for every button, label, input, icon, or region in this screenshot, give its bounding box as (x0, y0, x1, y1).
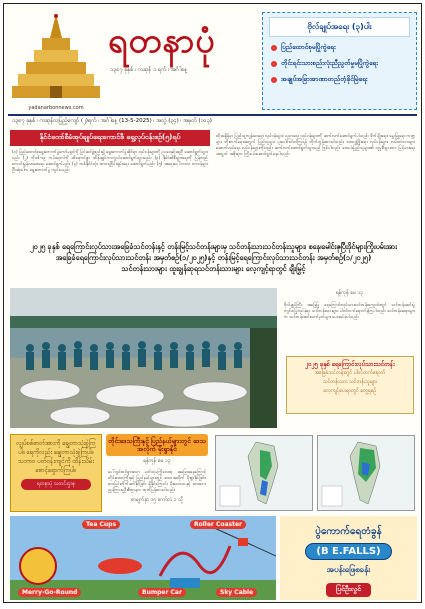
weather-continue: စာမျက်နှာ ၁၅ ကော်လံ ၁ သို့ (130, 497, 184, 503)
left-article (10, 130, 210, 238)
bullet-icon (271, 77, 277, 83)
headline-line: အခြေခံရေကြောင်းလုပ်သားသင်တန်း အမှတ်စဉ်(၁/၂၀၂၅)နှင့် တန်းမြင့်ရေကြောင်းလုပ်သားသင်တန်း အမှတ်စဉ်(၁/၂၀၂၅) (55, 253, 372, 262)
slogan-heading: ဗိုလ်ချုပ်အရေး (၃)ပါး (269, 17, 410, 37)
left-article-body: (၁) ပြည်ထောင်စုရွေးကောက်ပွဲကော်မရှင်ကို ပြင်ဆင်ဖွဲ့စည်း၍ ရွေးကောက်ပွဲဆိုင်ရာ လုပ်ငန်းများကို ဥပဒေနှင့်အညီ ဆောင်ရွက်သွားမည်။ (၂) ကိုဗစ်-၁၉ ကပ်ရောဂါကို ထိရောက်စွာ ထိန်းချုပ်ကာကွယ်ဆောင်ရွက်သွားမည်။ (၃) နိုင်ငံ၏စီးပွားရေးကို ပြန်လည်ကောင်းမွန်လာစေရေး ဆောင်ရွက်မည်။ (၄) တစ်နိုင်ငံလုံး ထာဝရငြိမ်းချမ်းရေး ဆောင်ရွက်မည်။ (၅) အရေးပေါ်ကာလ တာဝန်များ ပြီးဆုံးပါက ရွေးကောက်ပွဲ ကျင်းပမည်။ (12, 149, 208, 172)
ride-label-merry-go-round: Merry-Go-Round (18, 588, 81, 597)
falls-subtitle: အပန်းဖြေစခန်း (326, 565, 371, 574)
masthead-dateline: ၁၃၈၇ ခုနှစ် ၊ ကဆုန် ၁ ရက် ၊ အင်္ဂါနေ့ (110, 67, 188, 73)
training-group-photo (10, 288, 277, 428)
issue-date-bar: ၁၃၈၇ ခုနှစ် ၊ ကဆုန်လပြည့်ကျော် (၂)ရက် ၊ အင်္ဂါနေ့ (13-5-2025) ၊ အတွဲ (၃၄) ၊ အမှတ် (၁၀၃) (12, 118, 212, 124)
caption-line: သင်တန်းသား သင်တန်းသူများ (322, 379, 378, 385)
notice-pill: ရတနာပုံ သတင်းဌာန (21, 479, 91, 490)
sidebar-article (282, 288, 417, 352)
weather-maps (212, 434, 417, 512)
caption-line: လေ့ကျင့်ပေးရာတွင် တွေ့ရစဉ် (323, 388, 377, 394)
falls-location: ပြင်ဦးလွင် (326, 583, 371, 597)
weather-heading: တိုင်းဒေသကြီးနှင့် ပြည်နယ်များတွင် ဒေသအလိုက် မိုးရွာနိုင် (106, 434, 208, 456)
weather-body: ပေါ်လွင်ထင်ရှားသော မုတ်သုံမကြိုလေထု အခြေအနေကြောင့် တိုင်းဒေသကြီးနှင့် ပြည်နယ်များတွင် ဒေသအလိုက် မိုးရွာနိုင်ခြင်း၊ လေပြင်းတိုက်ခတ်နိုင်ခြင်း ရှိနိုင်ကြောင်း မိုးလေဝသနှင့် ဇလဗေဒညွှန်ကြားမှုဦးစီးဌာနက ထုတ်ပြန်ထားပါသည်။ (108, 469, 206, 492)
weather-map-right (317, 435, 415, 511)
left-article-heading: နိုင်ငံတော်စီမံအုပ်ချုပ်ရေးကောင်စီ ရှေ့လုပ်ငန်းစဉ်(၅)ရပ် (10, 130, 210, 146)
slogan-item: အချုပ်အခြာအာဏာတည်တံ့ခိုင်မြဲရေး (271, 75, 408, 85)
bullet-icon (271, 61, 277, 67)
newspaper-url[interactable]: yadanarbonnews.com (28, 105, 84, 111)
caption-line: ၂၀၂၅ ခုနှစ် ရေကြောင်းလုပ်သားသင်တန်း (305, 361, 395, 368)
caption-line: အခြေခံသင်တန်းတွင် ပါဝင်တက်ရောက် (314, 370, 386, 376)
ride-label-tea-cups: Tea Cups (82, 520, 120, 529)
headline-line: သင်တန်းသားများ ထူးချွန်ဆုရသင်တန်းသားများ လေ့ကျင့်ရာတွင် ချီးမြှင့် (121, 264, 306, 273)
sidebar-article-body: ဗိုလ်ချုပ်ကြီး အခြေပြု ရေကြောင်းလုပ်သားသင်တန်းကျောင်းတွင် သင်တန်းဆင်းပွဲ ကျင်းပပြုလုပ်ခဲ့ရာ သင်တန်းသားများ ပါဝင်တက်ရောက်ခဲ့ကြပါသည်။ သင်တန်းဆရာများက သင်တန်းဆင်းလက်မှတ်များ ပေးအပ်ခဲ့ပါသည်။ (284, 302, 415, 319)
masthead (4, 4, 259, 114)
falls-ad (280, 516, 417, 600)
headline-line: ၂၀၂၅ ခုနှစ် ရေကြောင်းလုပ်သားအခြေခံသင်တန်းနှင့် တန်းမြင့်သင်တန်းများမှ သင်တန်းသားသင်တန်းသူများ၊ စနေ၊မေါင်းဇုပြီးဒိုင်များကြိုးပမ်းအား (30, 242, 397, 251)
amusement-park-ad (10, 516, 276, 600)
weather-map-left (215, 435, 313, 511)
masthead-rule (8, 114, 417, 116)
newspaper-page (3, 3, 422, 603)
ride-label-bumper-car: Bumper Car (138, 588, 186, 597)
ride-label-sky-cable: Sky Cable (216, 588, 257, 597)
pagoda-logo-icon (10, 12, 102, 102)
slogan-item: တိုင်းရင်းသားစည်းလုံးညီညွတ်မှုမပြိုကွဲရေး (271, 59, 408, 69)
right-article-body: ထိုအချိန်မှာ ပြည်သူ့ကျန်းမာရေး လုပ်ငန်းများ၊ ပညာရေး လုပ်ငန်းများကို ဆက်လက်ဆောင်ရွက်ပါသည်။ စိုက်ပျိုးရေး၊ မွေးမြူရေး ကဏ္ဍများ တိုးတက်ရေးအတွက် ပြည်သူများ ပူးပေါင်းပါဝင်ကြရန် တိုက်တွန်းထားပါသည်။ ဒေသဖွံ့ဖြိုးရေး လုပ်ငန်းများ၊ လမ်းတံတားများ ဆောက်လုပ်ရေး လုပ်ငန်းများကိုလည်း ဆက်လက်ဆောင်ရွက်သွားမည် ဖြစ်ပါသည်။ ဒေသခံပြည်သူများ၏ လူမှုစီးပွားဘဝ မြင့်မားရေးအတွက် အစိုးရက ကြိုးပမ်းဆောင်ရွက်နေပါသည်။ (216, 133, 415, 156)
notice-text: လျှပ်စစ်ဓာတ်အားကို ချွေတာသုံးစွဲကြပါ။ ရေကိုလည်း ချွေတာသုံးစွဲကြပါ။ သဘာဝ ပတ်ဝန်းကျင်ကို ထိန်းသိမ်း စောင့်ရှောက်ကြပါ။ (16, 440, 96, 474)
slogan-list (263, 43, 416, 85)
falls-english-name: (B E.FALLS) (305, 543, 391, 560)
photo-caption-box (286, 356, 414, 414)
weather-article (106, 434, 208, 512)
sidebar-byline: ရန်ကုန် မေ ၁၃ (335, 290, 364, 296)
falls-title: ပွဲကောက်ရေတံခွန် (315, 526, 382, 537)
newspaper-title: ရတနာပုံ (108, 21, 216, 61)
main-headline (10, 241, 417, 274)
slogan-box (262, 12, 417, 110)
right-article (214, 130, 417, 238)
notice-box (10, 434, 102, 512)
weather-byline: ရန်ကုန် မေ ၁၃ (143, 458, 171, 464)
slogan-item: ပြည်ထောင်စုမပြိုကွဲရေး (271, 43, 408, 53)
bullet-icon (271, 45, 277, 51)
ride-label-roller-coaster: Roller Coaster (190, 520, 246, 529)
